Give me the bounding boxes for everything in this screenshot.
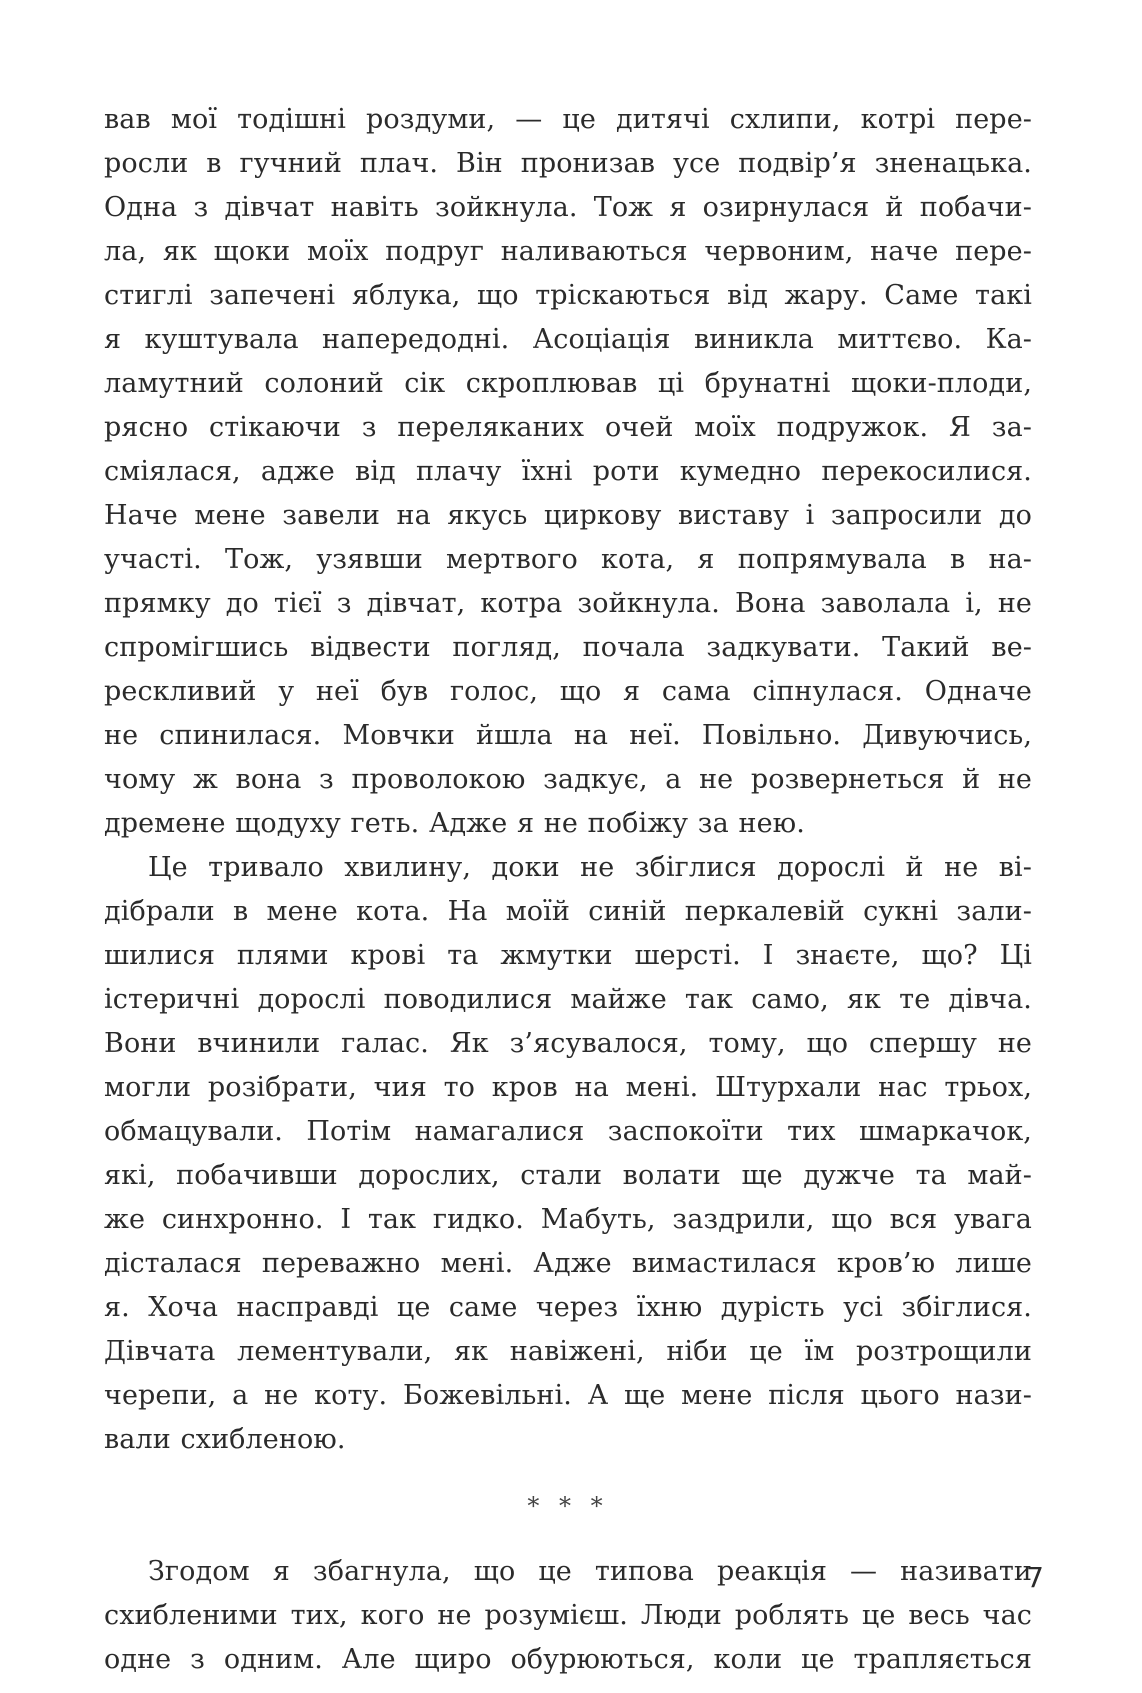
paragraph-2: [104, 846, 1032, 1462]
text-line: дремене щодуху геть. Адже я не побіжу за нею.: [104, 808, 805, 839]
text-line: які, побачивши дорослих, стали волати ще дужче та май-: [104, 1160, 1032, 1191]
text-line: Одна з дівчат навіть зойкнула. Тож я озирнулася й побачи-: [104, 192, 1032, 223]
text-line: схибленими тих, кого не розумієш. Люди роблять це весь час: [104, 1600, 1032, 1631]
text-line: рескливий у неї був голос, що я сама сіпнулася. Одначе: [104, 676, 1032, 707]
text-line: Вони вчинили галас. Як з’ясувалося, тому, що спершу не: [104, 1028, 1032, 1059]
text-line: росли в гучний плач. Він пронизав усе подвір’я зненацька.: [104, 148, 1032, 179]
text-line: вали схибленою.: [104, 1424, 346, 1455]
text-line: одне з одним. Але щиро обурюються, коли це трапляється: [104, 1644, 1032, 1675]
text-line: Дівчата лементували, як навіжені, ніби це їм розтрощили: [104, 1336, 1032, 1367]
text-line: Згодом я збагнула, що це типова реакція — називати: [148, 1556, 1032, 1587]
text-line: обмацували. Потім намагалися заспокоїти тих шмаркачок,: [104, 1116, 1032, 1147]
paragraph-1: [104, 98, 1032, 846]
text-line: я. Хоча насправді це саме через їхню дурість усі збіглися.: [104, 1292, 1032, 1323]
text-line: я куштувала напередодні. Асоціація виникла миттєво. Ка-: [104, 324, 1032, 355]
text-line: участі. Тож, узявши мертвого кота, я попрямувала в на-: [104, 544, 1032, 575]
text-line: прямку до тієї з дівчат, котра зойкнула. Вона заволала і, не: [104, 588, 1032, 619]
text-line: вав мої тодішні роздуми, — це дитячі схлипи, котрі пере-: [104, 104, 1032, 135]
text-line: рясно стікаючи з переляканих очей моїх подружок. Я за-: [104, 412, 1032, 443]
text-line: спромігшись відвести погляд, почала задкувати. Такий ве-: [104, 632, 1032, 663]
text-line: дібрали в мене кота. На моїй синій перкалевій сукні зали-: [104, 896, 1032, 927]
text-line: могли розібрати, чия то кров на мені. Штурхали нас трьох,: [104, 1072, 1032, 1103]
text-line: ла, як щоки моїх подруг наливаються червоним, наче пере-: [104, 236, 1032, 267]
book-page-body: [104, 98, 1032, 1682]
text-line: Наче мене завели на якусь циркову виставу і запросили до: [104, 500, 1032, 531]
text-line: шилися плями крові та жмутки шерсті. І знаєте, що? Ці: [104, 940, 1032, 971]
text-line: сміялася, адже від плачу їхні роти кумедно перекосилися.: [104, 456, 1032, 487]
text-line: черепи, а не коту. Божевільні. А ще мене після цього нази-: [104, 1380, 1032, 1411]
text-line: дісталася переважно мені. Адже вимастилася кров’ю лише: [104, 1248, 1032, 1279]
text-line: же синхронно. І так гидко. Мабуть, заздрили, що вся увага: [104, 1204, 1032, 1235]
page-number: 7: [1026, 1561, 1044, 1594]
text-line: чому ж вона з проволокою задкує, а не розвернеться й не: [104, 764, 1032, 795]
text-line: істеричні дорослі поводилися майже так само, як те дівча.: [104, 984, 1032, 1015]
text-line: Це тривало хвилину, доки не збіглися дорослі й не ві-: [148, 852, 1032, 883]
section-separator: * * *: [527, 1492, 609, 1520]
paragraph-3: [104, 1550, 1032, 1682]
text-line: стиглі запечені яблука, що тріскаються від жару. Саме такі: [104, 280, 1032, 311]
text-line: не спинилася. Мовчки йшла на неї. Повільно. Дивуючись,: [104, 720, 1032, 751]
text-line: ламутний солоний сік скроплював ці брунатні щоки-плоди,: [104, 368, 1032, 399]
